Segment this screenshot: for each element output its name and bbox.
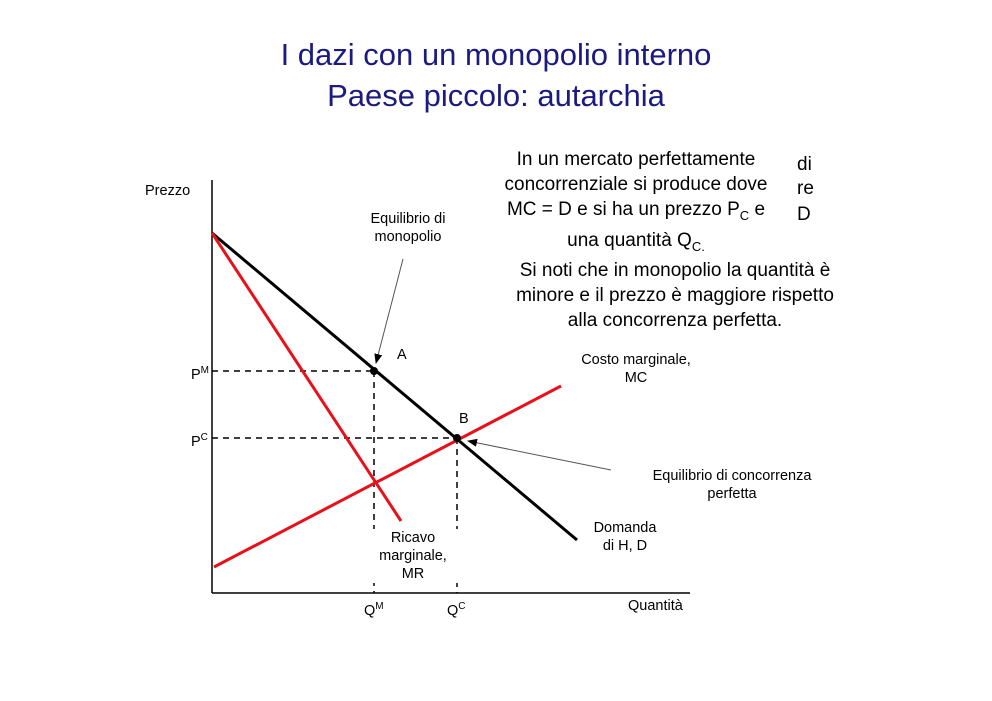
- monopoly-equilibrium-label: Equilibrio di monopolio: [370, 211, 446, 245]
- note-line-4: una quantità $Q_{C.}$: [567, 229, 705, 254]
- marginal-revenue-label: Ricavo marginale, MR: [368, 529, 458, 583]
- quantity-monopoly-tick: $Q^M$: [364, 601, 384, 619]
- quantity-competition-tick: $Q^C$: [447, 601, 466, 619]
- note-line-3: MC = D e si ha un prezzo $P_C$ e: [506, 199, 766, 223]
- note-line-2: concorrenziale si produce dove: [504, 174, 768, 195]
- slide-title-line2: Paese piccolo: autarchia: [327, 78, 665, 113]
- comparison-line-3: alla concorrenza perfetta.: [567, 310, 783, 331]
- point-a-dot: [370, 367, 378, 375]
- x-axis-label: Quantità: [628, 598, 683, 614]
- competition-equilibrium-label: Equilibrio di concorrenza perfetta: [652, 468, 812, 502]
- comparison-line-1: Si noti che in monopolio la quantità è: [519, 260, 831, 281]
- note-line-1: In un mercato perfettamente: [516, 149, 756, 170]
- point-b-dot: [453, 434, 461, 442]
- clipped-text-1: di: [797, 154, 812, 175]
- clipped-text-2: re: [797, 178, 814, 199]
- comparison-line-2: minore e il prezzo è maggiore rispetto: [516, 285, 834, 306]
- demand-label: Domanda di H, D: [593, 520, 657, 554]
- y-axis-label: Prezzo: [145, 183, 191, 199]
- slide-title-line1: I dazi con un monopolio interno: [280, 37, 712, 72]
- marginal-cost-label: Costo marginale, MC: [581, 352, 691, 386]
- price-monopoly-tick: $P^M$: [191, 365, 210, 383]
- clipped-text-3: D: [797, 204, 811, 225]
- point-b-label: B: [459, 411, 469, 427]
- demand-curve: [212, 233, 577, 540]
- marginal-revenue-curve: [212, 233, 401, 521]
- price-competition-tick: $P^C$: [191, 432, 208, 450]
- point-a-label: A: [397, 347, 407, 363]
